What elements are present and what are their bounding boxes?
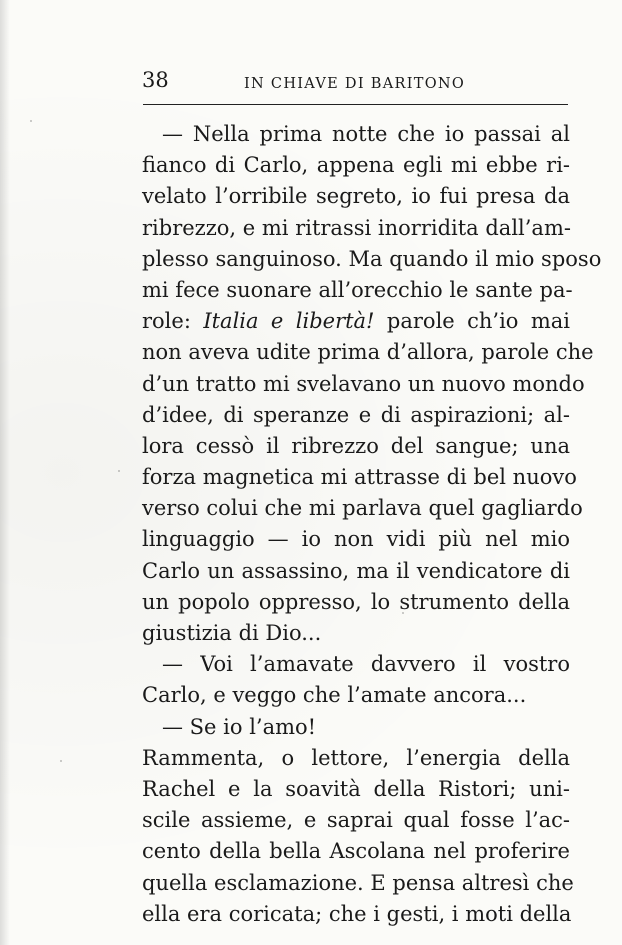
text-line: lora cessò il ribrezzo del sangue; una — [142, 433, 570, 458]
page-number: 38 — [142, 68, 169, 92]
text-line: verso colui che mi parlava quel gagliardo — [142, 496, 583, 521]
text-line: — Voi l’amavate davvero il vostro — [162, 652, 570, 677]
text-line: — Nella prima notte che io passai al — [162, 122, 570, 146]
text-line: Carlo un assassino, ma il vendicatore di — [142, 558, 570, 583]
text-line: forza magnetica mi attrasse di bel nuovo — [142, 465, 577, 490]
page-header — [140, 68, 568, 102]
text-segment: role: — [142, 309, 204, 334]
text-line: cento della bella Ascolana nel proferire — [142, 839, 570, 864]
text-line: fianco di Carlo, appena egli mi ebbe ri- — [142, 153, 570, 178]
paper-speck — [30, 120, 32, 122]
text-line: un popolo oppresso, lo strumento della — [142, 589, 570, 614]
text-line: non aveva udite prima d’allora, parole che — [142, 340, 594, 365]
text-line: ella era coricata; che i gesti, i moti della — [142, 901, 572, 926]
text-line: ribrezzo, e mi ritrassi inorridita dall’am- — [142, 215, 571, 240]
text-line: d’un tratto mi svelavano un nuovo mondo — [142, 371, 585, 396]
italic-phrase: Italia e libertà! — [203, 309, 375, 334]
text-line: scile assieme, e saprai qual fosse l’ac- — [142, 808, 570, 833]
text-line: Rachel e la soavità della Ristori; uni- — [142, 776, 570, 801]
paper-speck — [118, 470, 120, 472]
page-gutter-shadow — [0, 0, 10, 945]
text-line: mi fece suonare all’orecchio le sante pa- — [142, 277, 573, 302]
text-line-with-italic — [142, 306, 570, 337]
paper-speck — [60, 760, 62, 762]
header-rule — [143, 104, 568, 105]
body-text — [142, 119, 602, 930]
text-line: giustizia di Dio... — [142, 621, 322, 645]
text-line: quella esclamazione. E pensa altresì che — [142, 870, 574, 895]
text-line: plesso sanguinoso. Ma quando il mio sposo — [142, 246, 602, 271]
text-line: velato l’orribile segreto, io fui presa da — [142, 184, 570, 209]
text-line: d’idee, di speranze e di aspirazioni; al- — [142, 402, 570, 427]
running-title: IN CHIAVE DI BARITONO — [244, 76, 466, 92]
text-line: Carlo, e veggo che l’amate ancora... — [142, 683, 527, 708]
text-line: linguaggio — io non vidi più nel mio — [142, 527, 570, 552]
text-line: — Se io l’amo! — [162, 714, 317, 739]
text-line: Rammenta, o lettore, l’energia della — [142, 745, 570, 770]
paper-speck — [402, 612, 404, 614]
text-segment: parole ch’io mai — [374, 309, 570, 334]
